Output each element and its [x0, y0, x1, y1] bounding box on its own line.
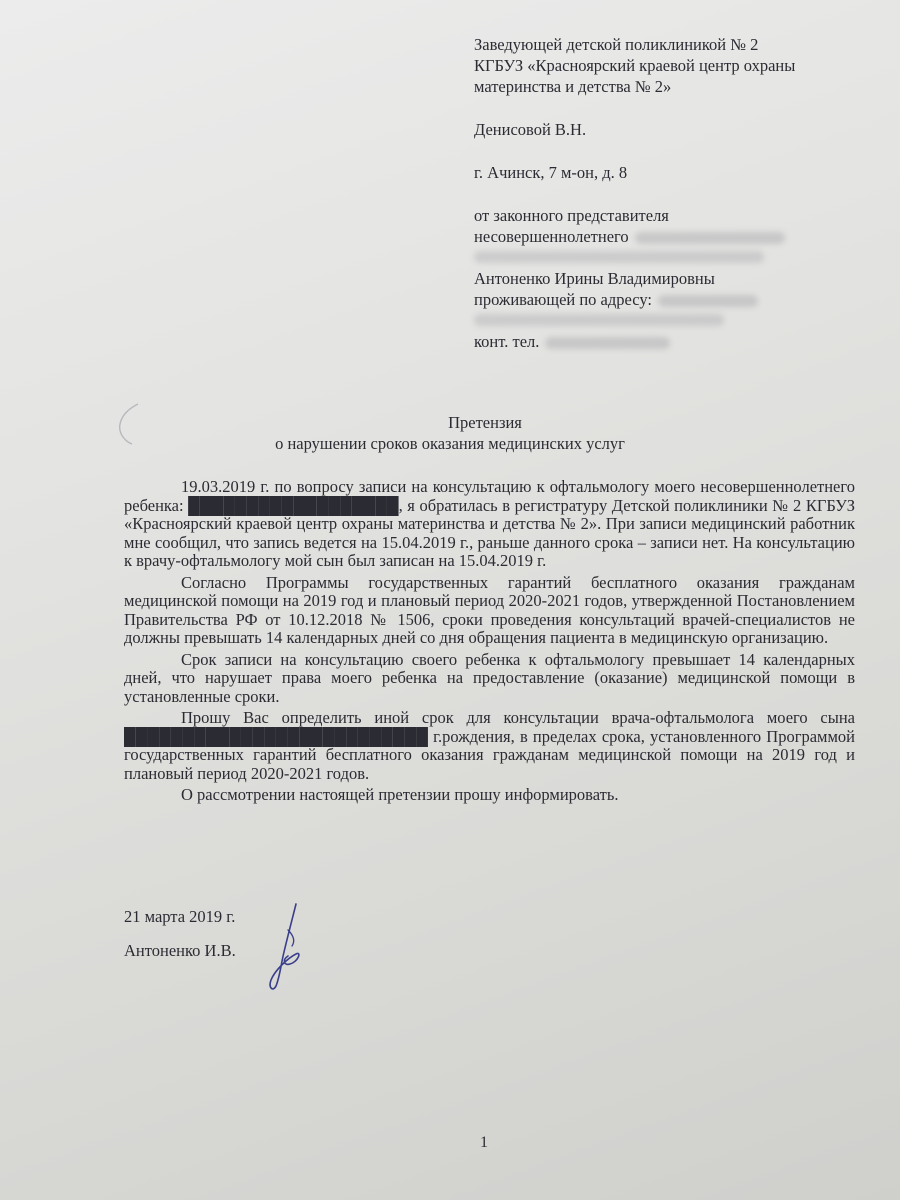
- page-number: 1: [480, 1134, 488, 1151]
- sender-phone-row: [474, 331, 874, 352]
- sender-from-line-2-row: [474, 226, 874, 247]
- paragraph-5: О рассмотрении настоящей претензии прошу информировать.: [181, 785, 619, 804]
- sender-from-line-1: от законного представителя: [474, 206, 669, 225]
- document-body: [124, 478, 855, 808]
- document-date: 21 марта 2019 г.: [124, 907, 236, 926]
- recipient-line-3: материнства и детства № 2»: [474, 77, 672, 96]
- handwritten-signature: [258, 900, 318, 995]
- paragraph-2: Согласно Программы государственных гарантий бесплатного оказания гражданам медицинской помощи на 2019 год и плановый период 2020-2021 годов, утвержденной Постановлением Правительства РФ от 10.12.2018 № 1506, сроки проведения консультаций врачей-специалистов не должны превышать 14 календарных дней со дня обращения пациента в медицинскую организацию.: [124, 572, 855, 647]
- paragraph-3: Срок записи на консультацию своего ребенка к офтальмологу превышает 14 календарных дней, что нарушает права моего ребенка на предоставление (оказание) медицинской помощи в установленные сроки.: [124, 649, 855, 706]
- title-main: Претензия: [448, 413, 522, 432]
- document-title: [0, 412, 900, 454]
- redacted-address: [658, 295, 758, 307]
- sender-name: Антоненко Ирины Владимировны: [474, 269, 715, 288]
- recipient-line-1: Заведующей детской поликлиникой № 2: [474, 35, 759, 54]
- recipient-address: г. Ачинск, 7 м-он, д. 8: [474, 163, 628, 182]
- redacted-phone: [545, 337, 670, 349]
- redacted-address-2: [474, 314, 724, 326]
- sender-phone-label: конт. тел.: [474, 332, 540, 351]
- recipient-line-2: КГБУЗ «Красноярский краевой центр охраны: [474, 56, 796, 75]
- redacted-child-name: [635, 232, 785, 244]
- recipient-name: Денисовой В.Н.: [474, 120, 587, 139]
- title-subtitle: о нарушении сроков оказания медицинских услуг: [275, 434, 625, 453]
- sender-residence-label: проживающей по адресу:: [474, 290, 652, 309]
- paragraph-1: 19.03.2019 г. по вопросу записи на консультацию к офтальмологу моего несовершеннолетнего ребенка: ██████████████████, я обратилась в регистратуру Детской поликлиники № 2 КГБУЗ «Красноярский краевой центр охраны материнства и детства № 2». При записи медицинский работник мне сообщил, что запись ведется на 15.04.2019 г., раньше данного срока – записи нет. На консультацию к врачу-офтальмологу мой сын был записан на 15.04.2019 г.: [124, 477, 855, 570]
- sender-from-line-2: несовершеннолетнего: [474, 227, 629, 246]
- signer-name: Антоненко И.В.: [124, 941, 236, 960]
- address-block: [474, 34, 874, 352]
- sender-residence-row: [474, 289, 874, 310]
- signature-block: [124, 906, 236, 961]
- redacted-child-name-2: [474, 251, 764, 263]
- paragraph-4: Прошу Вас определить иной срок для консультации врача-офтальмолога моего сына ██████████████████████████ г.рождения, в пределах срока, установленного Программой государственных гарантий бесплатного оказания гражданам медицинской помощи на 2019 год и плановый период 2020-2021 годов.: [124, 708, 855, 783]
